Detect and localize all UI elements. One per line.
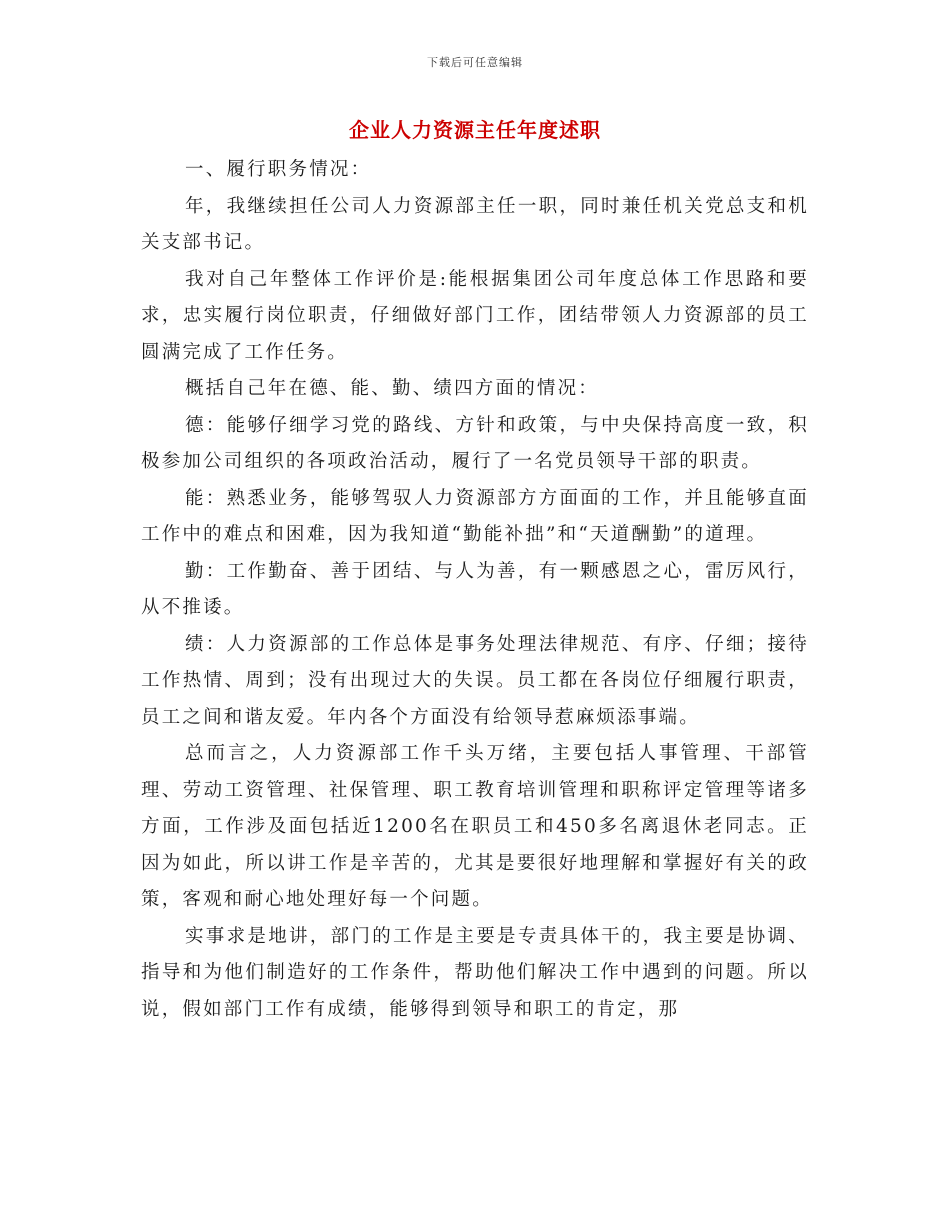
paragraph-summary-intro: 概括自己年在德、能、勤、绩四方面的情况： bbox=[185, 378, 600, 399]
paragraph-ability: 能：熟悉业务，能够驾驭人力资源部方方面面的工作，并且能够直面工作中的难点和困难，因为我知道“勤能补拙”和“天道酬勤”的道理。 bbox=[141, 487, 809, 545]
paragraph-diligence: 勤：工作勤奋、善于团结、与人为善，有一颗感恩之心，雷厉风行，从不推诿。 bbox=[141, 560, 809, 618]
paragraph-self-evaluation: 我对自己年整体工作评价是:能根据集团公司年度总体工作思路和要求，忠实履行岗位职责，仔细做好部门工作，团结带领人力资源部的员工圆满完成了工作任务。 bbox=[141, 268, 809, 363]
paragraph-performance: 绩：人力资源部的工作总体是事务处理法律规范、有序、仔细；接待工作热情、周到；没有出现过大的失误。员工都在各岗位仔细履行职责，员工之间和谐友爱。年内各个方面没有给领导惹麻烦添事端。 bbox=[141, 633, 809, 728]
paragraph-morality: 德：能够仔细学习党的路线、方针和政策，与中央保持高度一致，积极参加公司组织的各项政治活动，履行了一名党员领导干部的职责。 bbox=[141, 414, 809, 472]
document-title: 企业人力资源主任年度述职 bbox=[349, 118, 601, 142]
paragraph-position: 年，我继续担任公司人力资源部主任一职，同时兼任机关党总支和机关支部书记。 bbox=[141, 195, 809, 253]
paragraph-overview: 总而言之，人力资源部工作千头万绪，主要包括人事管理、干部管理、劳动工资管理、社保管理、职工教育培训管理和职称评定管理等诸多方面，工作涉及面包括近1200名在职员工和450多名离退休老同志。正因为如此，所以讲工作是辛苦的，尤其是要很好地理解和掌握好有关的政策，客观和耐心地处理好每一个问题。 bbox=[141, 743, 809, 910]
document-body bbox=[141, 152, 809, 1028]
header-note: 下载后可任意编辑 bbox=[427, 56, 523, 69]
paragraph-section-heading: 一、履行职务情况： bbox=[185, 159, 372, 180]
paragraph-candid: 实事求是地讲，部门的工作是主要是专责具体干的，我主要是协调、指导和为他们制造好的工作条件，帮助他们解决工作中遇到的问题。所以说，假如部门工作有成绩，能够得到领导和职工的肯定，那 bbox=[141, 925, 809, 1020]
